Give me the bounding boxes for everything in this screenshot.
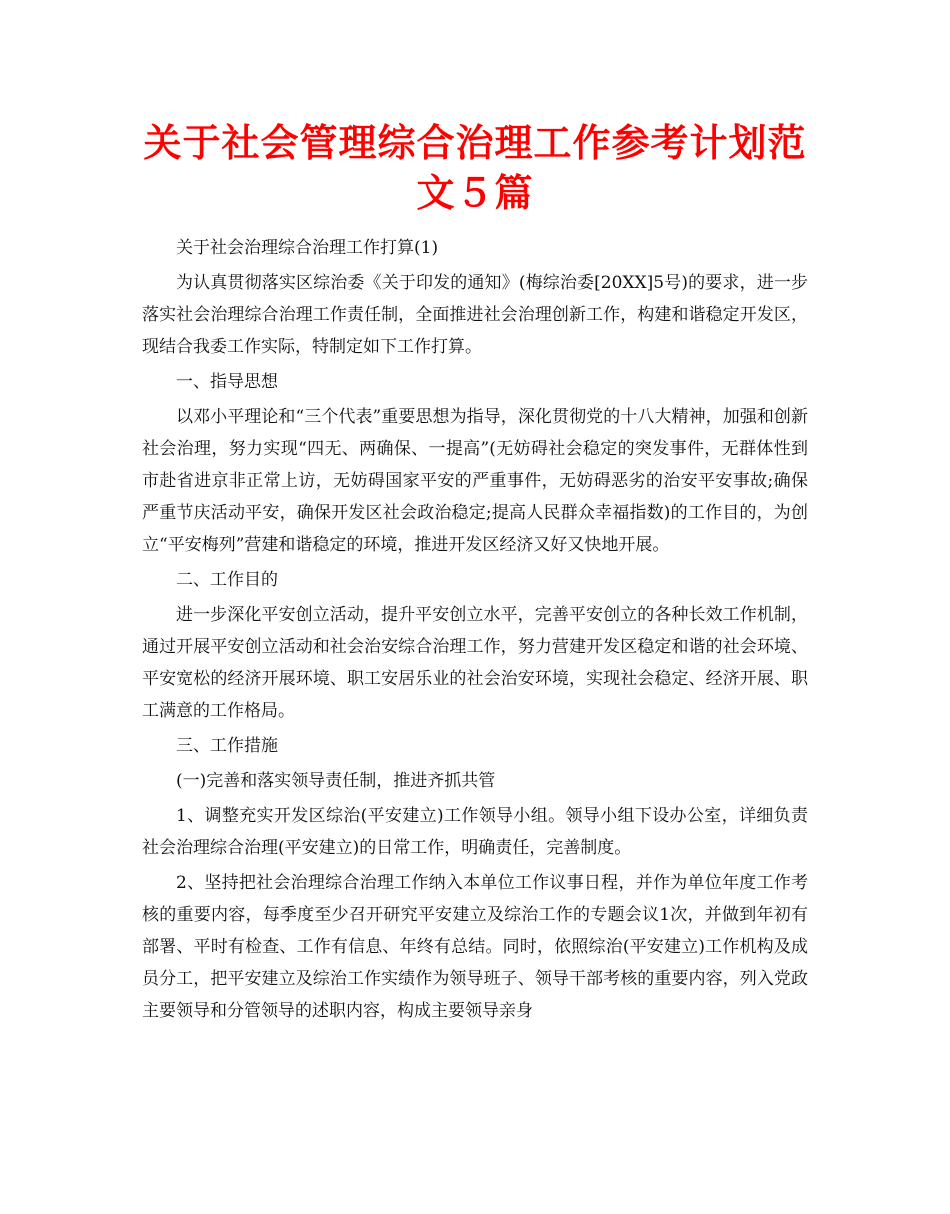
subsection-heading-leadership: (一)完善和落实领导责任制，推进齐抓共管: [176, 771, 496, 791]
paragraph-work-goal: 进一步深化平安创立活动，提升平安创立水平，完善平安创立的各种长效工作机制，通过开展平安创立活动和社会治安综合治理工作，努力营建开发区稳定和谐的社会环境、平安宽松的经济开展环境、职工安居乐业的社会治安环境，实现社会稳定、经济开展、职工满意的工作格局。: [142, 605, 808, 721]
document-body: [142, 232, 808, 1027]
paragraph-measure-2: 2、坚持把社会治理综合治理工作纳入本单位工作议事日程，并作为单位年度工作考核的重要内容，每季度至少召开研究平安建立及综治工作的专题会议1次，并做到年初有部署、平时有检查、工作有信息、年终有总结。同时，依照综治(平安建立)工作机构及成员分工，把平安建立及综治工作实绩作为领导班子、领导干部考核的重要内容，列入党政主要领导和分管领导的述职内容，构成主要领导亲身: [142, 873, 808, 1021]
document-title: 关于社会管理综合治理工作参考计划范文５篇: [143, 121, 807, 215]
section-heading-guiding-thought: 一、指导思想: [176, 372, 278, 392]
section-heading-work-measures: 三、工作措施: [176, 736, 278, 756]
paragraph-intro: 为认真贯彻落实区综治委《关于印发的通知》(梅综治委[20XX]5号)的要求，进一步落实社会治理综合治理工作责任制，全面推进社会治理创新工作，构建和谐稳定开发区，现结合我委工作实际，特制定如下工作打算。: [142, 273, 808, 357]
paragraph-guiding-thought: 以邓小平理论和“三个代表”重要思想为指导，深化贯彻党的十八大精神，加强和创新社会治理，努力实现“四无、两确保、一提高”(无妨碍社会稳定的突发事件，无群体性到市赴省进京非正常上访，无妨碍国家平安的严重事件，无妨碍恶劣的治安平安事故;确保严重节庆活动平安，确保开发区社会政治稳定;提高人民群众幸福指数)的工作目的，为创立“平安梅列”营建和谐稳定的环境，推进开发区经济又好又快地开展。: [142, 407, 808, 555]
paragraph-subtitle: 关于社会治理综合治理工作打算(1): [176, 238, 439, 258]
paragraph-measure-1: 1、调整充实开发区综治(平安建立)工作领导小组。领导小组下设办公室，详细负责社会治理综合治理(平安建立)的日常工作，明确责任，完善制度。: [142, 806, 808, 858]
section-heading-work-goal: 二、工作目的: [176, 570, 278, 590]
